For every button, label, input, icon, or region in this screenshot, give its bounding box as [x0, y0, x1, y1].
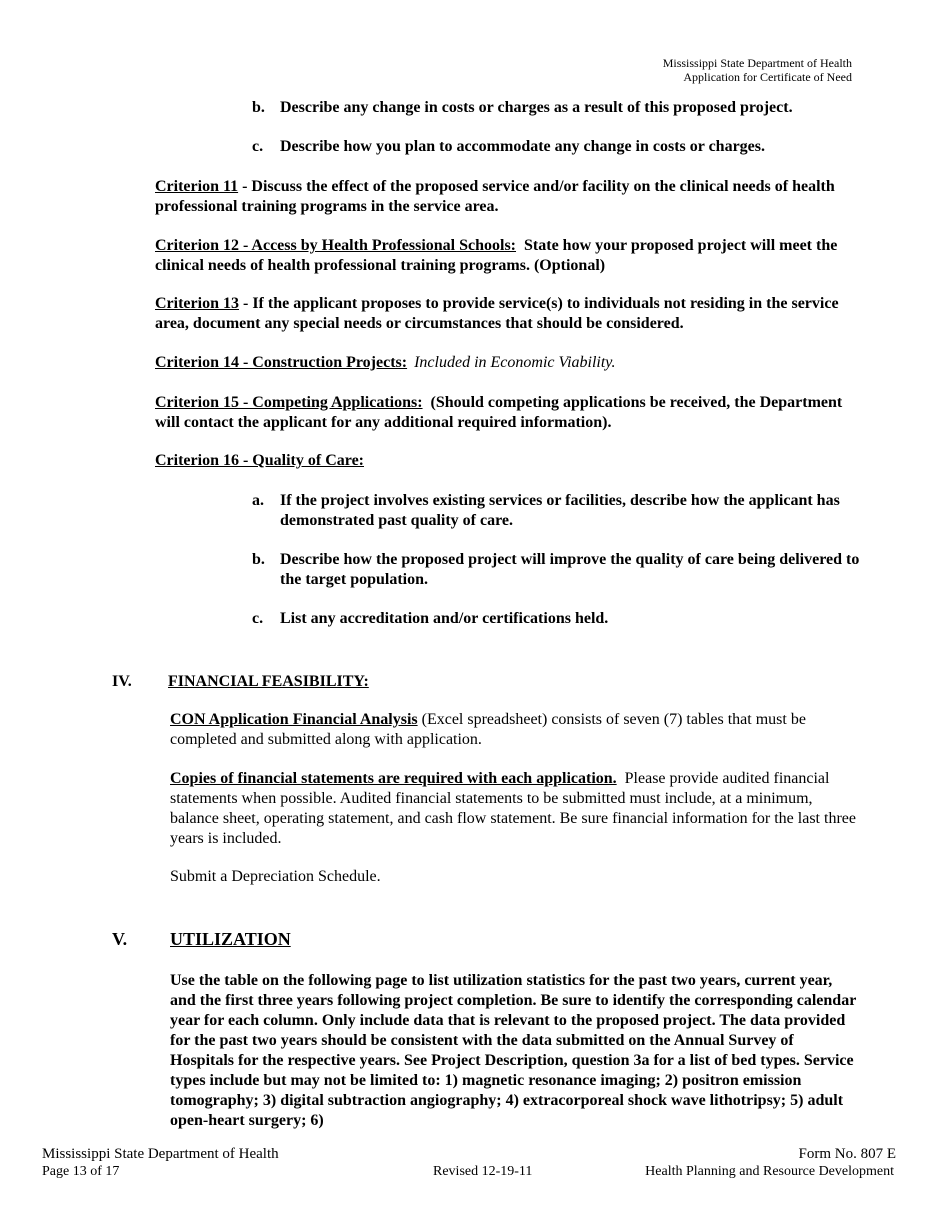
list-item-text: Describe any change in costs or charges as a result of this proposed project.: [280, 99, 793, 116]
criterion-15-label: Criterion 15 - Competing Applications:: [155, 394, 423, 411]
criterion-14-label: Criterion 14 - Construction Projects:: [155, 354, 408, 371]
list-item: [252, 491, 862, 531]
list-item-text: List any accreditation and/or certifications held.: [280, 610, 609, 627]
criterion-12: [155, 236, 855, 276]
list-item: [252, 609, 862, 629]
list-item-text: If the project involves existing services or facilities, describe how the applicant has demonstrated past quality of care.: [280, 492, 840, 529]
list-item: [252, 98, 862, 118]
criterion-13-label: Criterion 13: [155, 295, 239, 312]
criterion-13-text: - If the applicant proposes to provide service(s) to individuals not residing in the service area, document any special needs or circumstances that should be considered.: [155, 295, 839, 332]
section-5-title: UTILIZATION: [170, 929, 291, 949]
header-application-title: Application for Certificate of Need: [683, 70, 852, 84]
list-item-text: Describe how the proposed project will improve the quality of care being delivered to the target population.: [280, 551, 860, 588]
footer-department: Mississippi State Department of Health: [42, 1146, 279, 1162]
criterion-13: [155, 294, 855, 334]
financial-analysis-label: CON Application Financial Analysis: [170, 711, 418, 728]
list-item-text: Describe how you plan to accommodate any change in costs or charges.: [280, 138, 766, 155]
criterion-15-text: (Should competing applications be received, the Department will contact the applicant for any additional required information).: [155, 394, 847, 431]
financial-analysis-text: (Excel spreadsheet) consists of seven (7) tables that must be completed and submitted along with application.: [170, 711, 806, 748]
financial-statements-paragraph: [170, 769, 860, 849]
footer-division: Health Planning and Resource Development: [645, 1164, 894, 1179]
footer-revised-date: Revised 12-19-11: [433, 1164, 533, 1179]
list-marker: b.: [252, 99, 265, 116]
criterion-11-text: - Discuss the effect of the proposed service and/or facility on the clinical needs of health professional training programs in the service area.: [155, 178, 835, 215]
criterion-11: [155, 177, 855, 217]
section-5-number: V.: [112, 929, 128, 949]
header-department: Mississippi State Department of Health: [662, 56, 852, 70]
list-marker: b.: [252, 551, 265, 568]
section-4-number: IV.: [112, 673, 132, 690]
section-4-title: FINANCIAL FEASIBILITY:: [168, 673, 369, 690]
list-item: [252, 550, 862, 590]
list-marker: c.: [252, 138, 264, 155]
utilization-body: Use the table on the following page to list utilization statistics for the past two years, current year, and the first three years following project completion. Be sure to identify the corresponding calendar year for each column. Only include data that is relevant to the proposed project. The data provided for the past two years should be consistent with the data submitted on the Annual Survey of Hospitals for the respective years. See Project Description, question 3a for a list of bed types. Service types include but may not be limited to: 1) magnetic resonance imaging; 2) positron emission tomography; 3) digital subtraction angiography; 4) extracorporeal shock wave lithotripsy; 5) adult open-heart surgery; 6): [170, 972, 857, 1129]
criterion-11-label: Criterion 11: [155, 178, 239, 195]
criterion-15: [155, 393, 855, 433]
list-marker: a.: [252, 492, 264, 509]
criterion-16: [155, 451, 855, 471]
criterion-14: [155, 353, 855, 373]
footer-page-number: Page 13 of 17: [42, 1164, 120, 1179]
financial-statements-label: Copies of financial statements are required with each application.: [170, 770, 617, 787]
list-marker: c.: [252, 610, 264, 627]
criterion-12-label: Criterion 12 - Access by Health Professional Schools:: [155, 237, 517, 254]
footer-form-number: Form No. 807 E: [798, 1146, 896, 1162]
criterion-16-label: Criterion 16 - Quality of Care:: [155, 452, 364, 469]
financial-statements-text: Please provide audited financial statements when possible. Audited financial statements to be submitted must include, at a minimum, balance sheet, operating statement, and cash flow statement. Be sure financial information for the last three years is included.: [170, 770, 860, 847]
financial-analysis-paragraph: [170, 710, 860, 750]
list-item: [252, 137, 862, 157]
criterion-12-text: State how your proposed project will meet the clinical needs of health professional training programs. (Optional): [155, 237, 842, 274]
depreciation-schedule-text: Submit a Depreciation Schedule.: [170, 868, 381, 885]
criterion-14-text: Included in Economic Viability.: [414, 354, 616, 371]
